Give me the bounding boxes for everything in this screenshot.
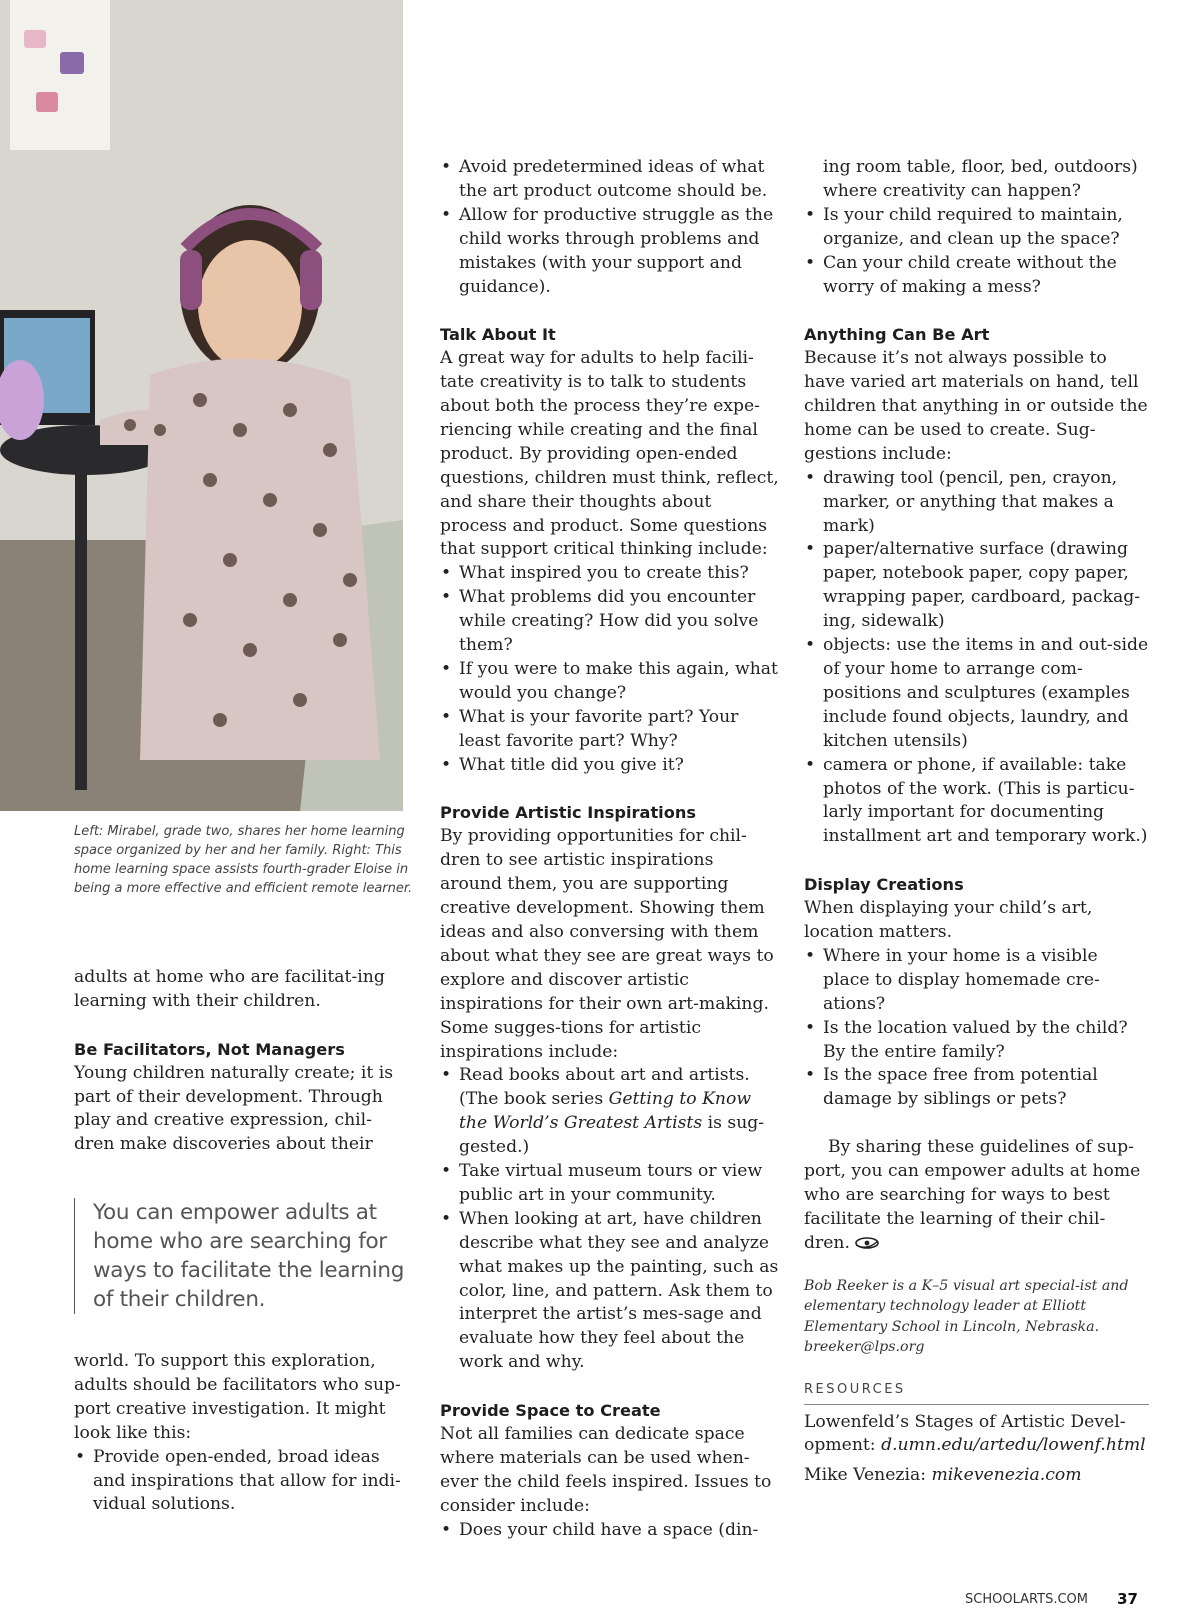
continuation-text: ing room table, floor, bed, outdoors) where creativity can happen? (823, 157, 1138, 201)
heading-display: Display Creations (804, 875, 964, 895)
bullet-list-space-cont (804, 204, 1149, 300)
headphones (180, 250, 202, 310)
list-item: • What problems did you encounter while creating? How did you solve them? (440, 586, 780, 658)
photo-caption: Left: Mirabel, grade two, shares her home learning space organized by her and her family. Right: This home learning space assists fourth-grader Eloise in being a more effective and efficient remote learner. (74, 824, 413, 896)
column-3 (804, 156, 1149, 1488)
end-mark-icon (854, 1236, 880, 1250)
column-1-top (74, 966, 409, 1157)
resource-venezia: Mike Venezia: mikevenezia.com (804, 1465, 1082, 1486)
footer-site: SCHOOLARTS.COM (965, 1592, 1088, 1607)
resource-lowenfeld: Lowenfeld’s Stages of Artistic Devel-opment: d.umn.edu/artedu/lowenf.html (804, 1411, 1146, 1456)
heading-anything: Anything Can Be Art (804, 325, 990, 345)
list-item: • What inspired you to create this? (440, 562, 780, 586)
list-item: • Read books about art and artists. (The book series Getting to Know the World’s Greatest Artists is sug-gested.) (440, 1064, 780, 1160)
heading-space: Provide Space to Create (440, 1401, 661, 1421)
heading-facilitators: Be Facilitators, Not Managers (74, 1039, 345, 1059)
paragraph-world: world. To support this exploration, adults should be facilitators who sup-port creative investigation. It might look like this: (74, 1351, 401, 1443)
paragraph-space: Not all families can dedicate space where materials can be used when-ever the child feels inspired. Issues to consider include: (440, 1423, 772, 1516)
list-item: • Where in your home is a visible place to display homemade cre-ations? (804, 945, 1149, 1017)
resource-link-lowenfeld[interactable]: d.umn.edu/artedu/lowenf.html (881, 1435, 1146, 1456)
list-item: • objects: use the items in and out-side of your home to arrange com-positions and sculptures (examples include found objects, laundry, and kitchen utensils) (804, 634, 1149, 754)
bullet-list-space (440, 1519, 780, 1543)
list-item: • Can your child create without the worry of making a mess? (804, 252, 1149, 300)
paragraph-talk: A great way for adults to help facili-tate creativity is to talk to students about both the process they’re expe-riencing while creating and the final product. By providing open-ended questions, children must think, reflect, and share their thoughts about process and product. Some questions that support critical thinking include: (440, 348, 779, 560)
heading-inspirations: Provide Artistic Inspirations (440, 803, 697, 823)
column-1-bottom (74, 1350, 409, 1517)
list-item: • What title did you give it? (440, 754, 780, 778)
list-item: • What is your favorite part? Your least favorite part? Why? (440, 706, 780, 754)
book-series-title: Getting to Know the World’s Greatest Artists (459, 1089, 752, 1134)
list-item: • Avoid predetermined ideas of what the art product outcome should be. (440, 156, 780, 204)
bullet-list-display (804, 945, 1149, 1112)
list-item: • Provide open-ended, broad ideas and inspirations that allow for indi-vidual solutions. (74, 1446, 409, 1518)
list-item: • Is the location valued by the child? By the entire family? (804, 1017, 1149, 1065)
column-2 (440, 156, 780, 1543)
cupcake-poster (10, 0, 110, 150)
list-item: • Does your child have a space (din- (440, 1519, 780, 1543)
list-item: • drawing tool (pencil, pen, crayon, marker, or anything that makes a mark) (804, 467, 1149, 539)
pull-quote: You can empower adults at home who are searching for ways to facilitate the learning of their children. (74, 1198, 423, 1314)
list-item: • paper/alternative surface (drawing paper, notebook paper, copy paper, wrapping paper, cardboard, packag-ing, sidewalk) (804, 538, 1149, 634)
list-item: • Allow for productive struggle as the child works through problems and mistakes (with your support and guidance). (440, 204, 780, 300)
photo-illustration (0, 0, 403, 811)
list-item: • Is your child required to maintain, organize, and clean up the space? (804, 204, 1149, 252)
list-item: • Is the space free from potential damage by siblings or pets? (804, 1064, 1149, 1112)
face (198, 240, 302, 370)
bullet-list-questions (440, 562, 780, 777)
paragraph-facilitators: Young children naturally create; it is part of their development. Through play and creative expression, chil-dren make discoveries about their (74, 1062, 394, 1155)
bullet-list-inspirations (440, 1064, 780, 1375)
continuation-text: adults at home who are facilitat-ing learning with their children. (74, 967, 385, 1011)
paragraph-anything: Because it’s not always possible to have varied art materials on hand, tell children that anything in or outside the home can be used to create. Sug-gestions include: (804, 348, 1148, 464)
resource-link-venezia[interactable]: mikevenezia.com (931, 1465, 1082, 1486)
heading-talk: Talk About It (440, 325, 556, 345)
paragraph-inspirations: By providing opportunities for chil-dren to see artistic inspirations around them, you are supporting creative development. Showing them ideas and also conversing with them about what they see are great ways to explore and discover artistic inspirations for their own art-making. Some sugges-tions for artistic inspirations include: (440, 826, 774, 1062)
page-number: 37 (1117, 1590, 1138, 1608)
list-item: • If you were to make this again, what would you change? (440, 658, 780, 706)
bullet-list-facilitators (74, 1446, 409, 1518)
list-item: • camera or phone, if available: take photos of the work. (This is particu-larly important for documenting installment art and temporary work.) (804, 754, 1149, 850)
article-photo (0, 0, 403, 811)
bullet-list-materials (804, 467, 1149, 850)
author-bio: Bob Reeker is a K–5 visual art special-ist and elementary technology leader at Elliott Elementary School in Lincoln, Nebraska. breeker@lps.org (804, 1277, 1129, 1356)
paragraph-display: When displaying your child’s art, location matters. (804, 898, 1093, 942)
closing-paragraph: By sharing these guidelines of sup-port, you can empower adults at home who are searching for ways to best facilitate the learning of their chil-dren. (804, 1137, 1141, 1253)
resources-title: RESOURCES (804, 1378, 1149, 1405)
list-item: • When looking at art, have children describe what they see and analyze what makes up the painting, such as color, line, and pattern. Ask them to interpret the artist’s mes-sage and evaluate how they feel about the work and why. (440, 1208, 780, 1375)
list-item: • Take virtual museum tours or view public art in your community. (440, 1160, 780, 1208)
bullet-list-predetermined (440, 156, 780, 299)
